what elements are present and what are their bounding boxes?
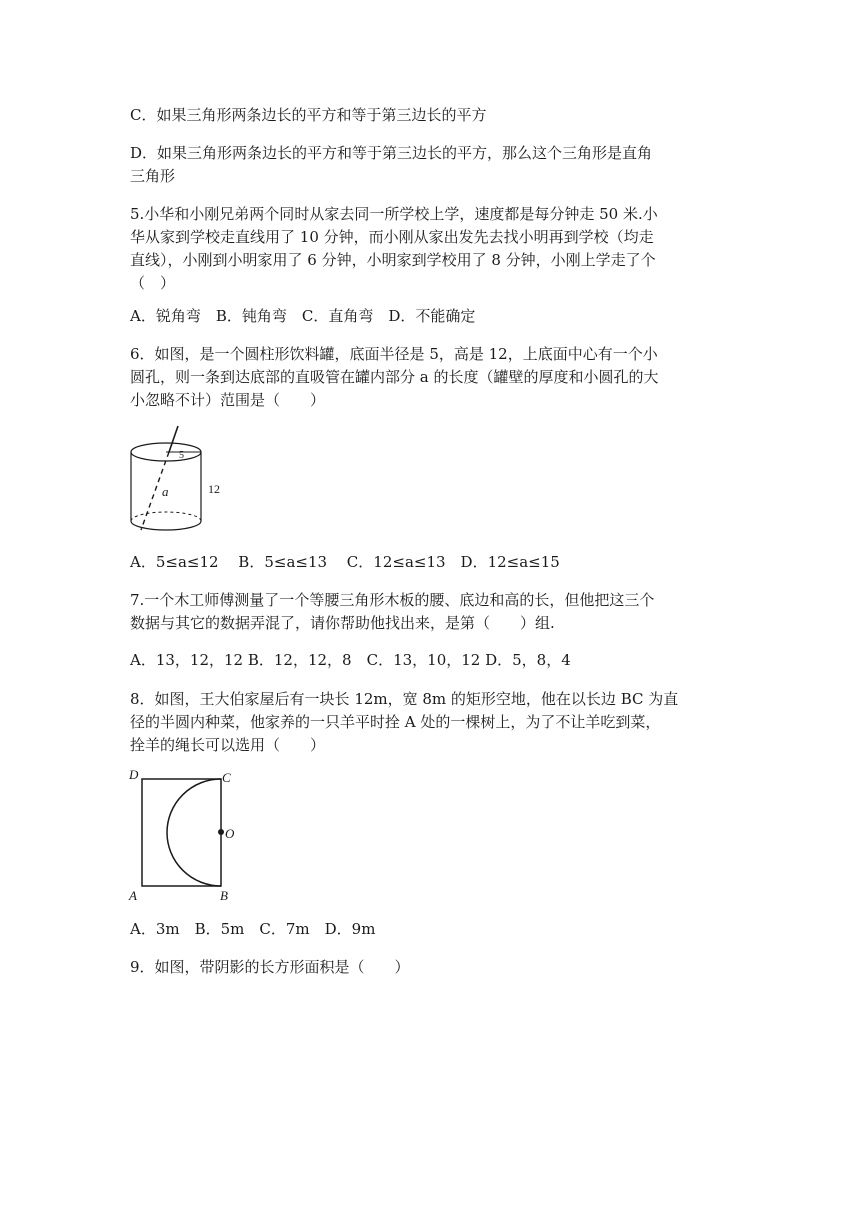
radius-label: 5 xyxy=(179,450,184,461)
q7-line1: 7.一个木工师傅测量了一个等腰三角形木板的腰、底边和高的长，但他把这三个 xyxy=(130,591,655,609)
cylinder-figure xyxy=(128,420,238,540)
q6-line2: 圆孔，则一条到达底部的直吸管在罐内部分 a 的长度（罐壁的厚度和小圆孔的大 xyxy=(130,368,659,386)
cylinder-bottom-back xyxy=(131,512,201,521)
rectangle-figure xyxy=(125,764,245,904)
q8-options: A．3m B．5m C．7m D．9m xyxy=(130,920,376,938)
q4-option-c: C．如果三角形两条边长的平方和等于第三边长的平方 xyxy=(130,106,487,124)
q4-option-d-line1: D．如果三角形两条边长的平方和等于第三边长的平方，那么这个三角形是直角 xyxy=(130,144,653,162)
semicircle xyxy=(167,779,221,886)
q5-line2: 华从家到学校走直线用了 10 分钟，而小刚从家出发先去找小明再到学校（均走 xyxy=(130,228,654,246)
q4-option-d-line2: 三角形 xyxy=(130,167,176,185)
q9-line1: 9．如图，带阴影的长方形面积是（ ） xyxy=(130,958,410,976)
q7-line2: 数据与其它的数据弄混了，请你帮助他找出来，是第（ ）组. xyxy=(130,614,555,632)
q8-line1: 8．如图，王大伯家屋后有一块长 12m，宽 8m 的矩形空地，他在以长边 BC 为直 xyxy=(130,690,679,708)
q5-line1: 5.小华和小刚兄弟两个同时从家去同一所学校上学，速度都是每分钟走 50 米.小 xyxy=(130,205,658,223)
q6-options: A．5≤a≤12 B．5≤a≤13 C．12≤a≤13 D．12≤a≤15 xyxy=(130,553,560,571)
q5-line3: 直线），小刚到小明家用了 6 分钟，小明家到学校用了 8 分钟，小刚上学走了个 xyxy=(130,251,656,269)
label-a: A xyxy=(129,888,137,903)
q5-line4: （ ） xyxy=(130,274,176,292)
q8-line3: 拴羊的绳长可以选用（ ） xyxy=(130,736,326,754)
label-o: O xyxy=(225,826,235,841)
q5-options: A．锐角弯 B．钝角弯 C．直角弯 D．不能确定 xyxy=(130,307,476,325)
label-d: D xyxy=(129,767,139,782)
q6-line3: 小忽略不计）范围是（ ） xyxy=(130,391,326,409)
straw-outside xyxy=(169,426,178,452)
label-c: C xyxy=(222,770,231,785)
label-b: B xyxy=(220,888,228,903)
q7-options: A．13，12，12 B．12，12，8 C．13，10，12 D．5，8，4 xyxy=(130,651,571,669)
q6-line1: 6．如图，是一个圆柱形饮料罐，底面半径是 5，高是 12，上底面中心有一个小 xyxy=(130,345,658,363)
height-label: 12 xyxy=(208,482,220,496)
center-point-o xyxy=(218,829,224,835)
straw-label: a xyxy=(162,484,169,499)
q8-line2: 径的半圆内种菜，他家养的一只羊平时拴 A 处的一棵树上，为了不让羊吃到菜， xyxy=(130,713,661,731)
